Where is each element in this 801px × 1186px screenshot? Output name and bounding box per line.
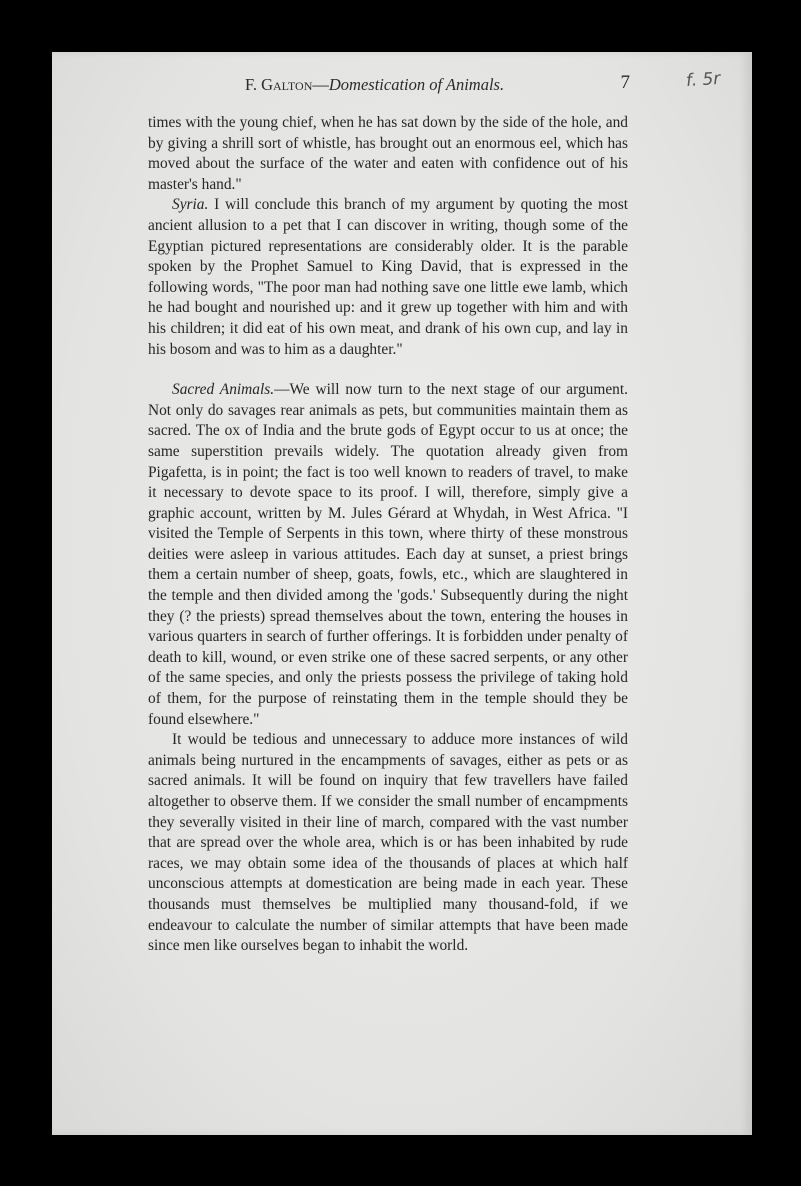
paragraph-instances	[148, 730, 628, 957]
paragraph-text: —We will now turn to the next stage of our argument. Not only do savages rear animals as pets, but communities maintain them as sacred. The ox of India and the brute gods of Egypt occur to us at once; the same superstition prevails widely. The quotation already given from Pigafetta, is in point; the fact is too well known to readers of travel, to make it necessary to devote space to its proof. I will, therefore, simply give a graphic account, written by M. Jules Gérard at Whydah, in West Africa. "I visited the Temple of Serpents in this town, where thirty of these monstrous deities were asleep in various attitudes. Each day at sunset, a priest brings them a certain number of sheep, goats, fowls, etc., which are slaughtered in the temple and then divided among the 'gods.' Subsequently during the night they (? the priests) spread themselves about the town, entering the houses in various quarters in search of further offerings. It is forbidden under penalty of death to kill, wound, or even strike one of these sacred serpents, or any other of the same species, and only the priests possess the privilege of taking hold of them, for the purpose of reinstating them in the temple should they be found elsewhere."	[148, 381, 629, 728]
running-head-author: F. Galton	[245, 75, 313, 94]
running-head	[245, 75, 504, 95]
running-head-dash: —	[312, 75, 329, 94]
body-text	[148, 113, 628, 957]
paragraph-lead-sacred-animals: Sacred Animals.	[172, 381, 275, 399]
running-head-title: Domestication of Animals.	[328, 75, 505, 94]
handwritten-folio-mark: f. 5r	[685, 68, 721, 92]
paragraph-continuation	[148, 113, 628, 195]
paragraph-text: times with the young chief, when he has sat down by the side of the hole, and by giving a shrill sort of whistle, has brought out an enormous eel, which has moved about the surface of the water and eaten with confidence out of his master's hand."	[148, 114, 628, 193]
paragraph-lead-syria: Syria.	[172, 196, 209, 214]
paragraph-text: I will conclude this branch of my argument by quoting the most ancient allusion to a pet that I can discover in writing, though some of the Egyptian pictured representations are considerably older. It is the parable spoken by the Prophet Samuel to King David, that is expressed in the following words, "The poor man had nothing save one little ewe lamb, which he had bought and nourished up: and it grew up together with him and with his children; it did eat of his own meat, and drank of his own cup, and lay in his bosom and was to him as a daughter."	[148, 196, 628, 358]
paragraph-text: It would be tedious and unnecessary to adduce more instances of wild animals being nurtured in the encampments of savages, either as pets or as sacred animals. It will be found on inquiry that few travellers have failed altogether to observe them. If we consider the small number of encampments they severally visited in their line of march, compared with the vast number that are spread over the whole area, which is or has been inhabited by rude races, we may obtain some idea of the thousands of places at which half unconscious attempts at domestication are being made in each year. These thousands must themselves be multiplied many thousand-fold, if we endeavour to calculate the number of similar attempts that have been made since men like ourselves began to inhabit the world.	[148, 731, 628, 955]
page-number: 7	[620, 72, 630, 93]
paragraph-syria	[148, 195, 628, 360]
paragraph-sacred-animals	[148, 380, 628, 730]
